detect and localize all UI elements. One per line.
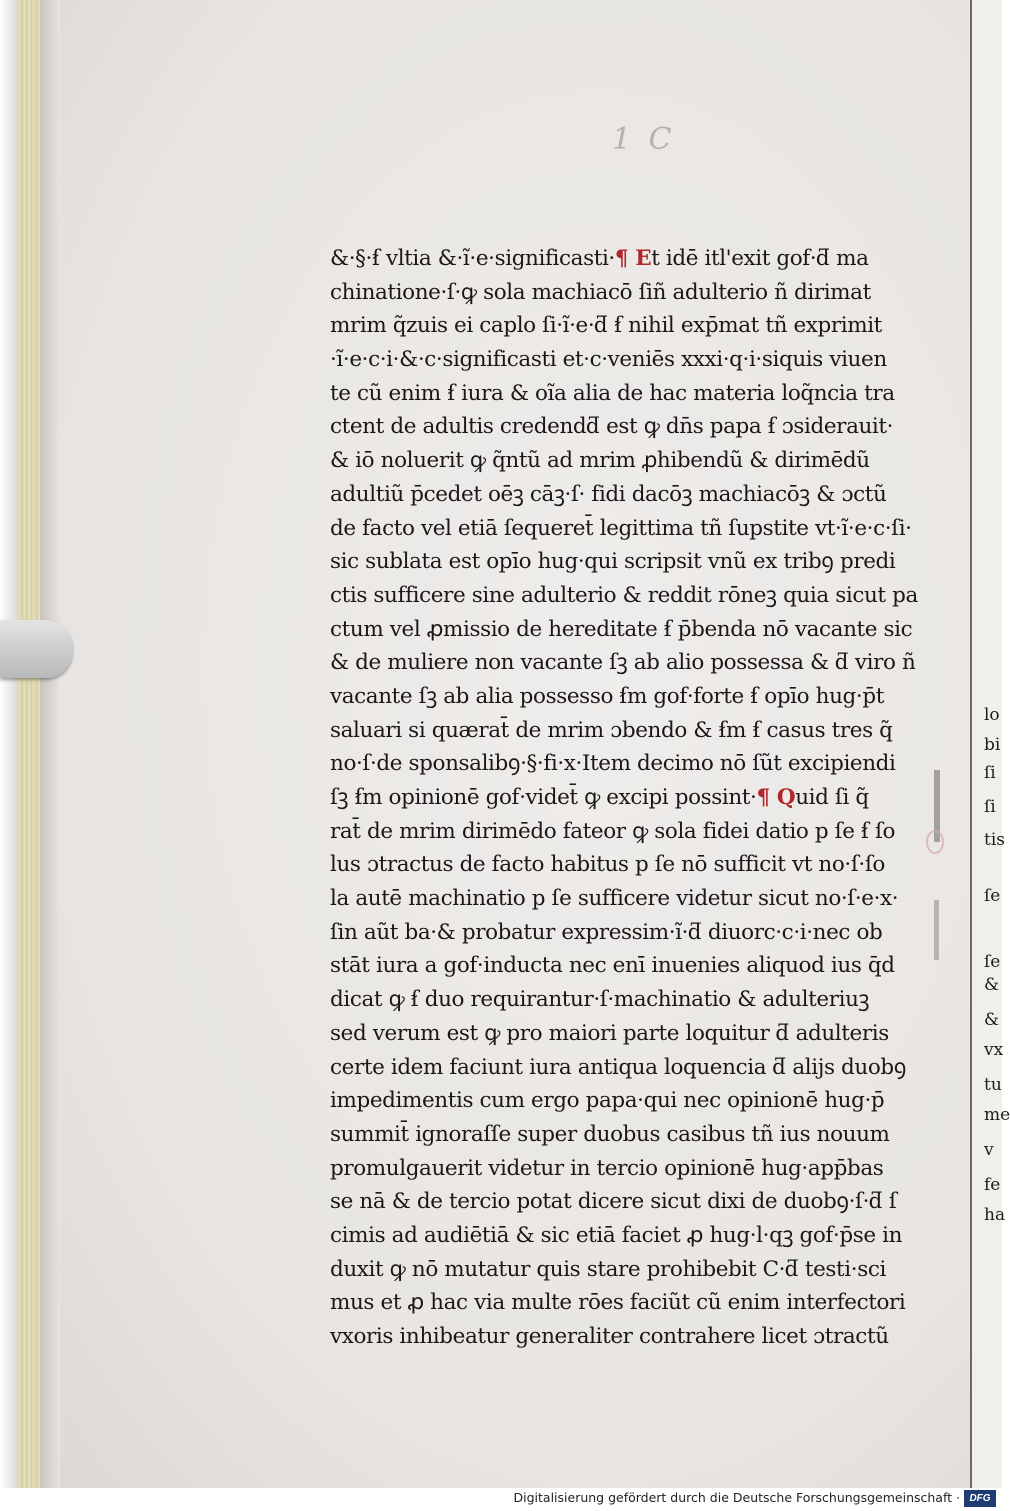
facing-page-fragment: bi bbox=[984, 735, 1001, 755]
text-segment: &·§·ẜ vltia &·ĩ·e·significasti· bbox=[330, 246, 615, 271]
text-segment: sic sublata est opīo hug·qui scripsit vnũ ex tribꝯ predi bbox=[330, 549, 896, 575]
pencil-annotation: 1 C bbox=[612, 122, 676, 157]
rubric-initial: ¶ Q bbox=[756, 785, 796, 810]
text-segment: t idē itl'exit gof·ƌ ma bbox=[651, 246, 869, 271]
text-line bbox=[330, 646, 930, 680]
text-segment: vxoris inhibeatur generaliter contrahere licet ɔtractũ bbox=[330, 1324, 889, 1349]
text-line bbox=[330, 848, 930, 882]
facing-page-fragment: me bbox=[984, 1105, 1010, 1125]
text-segment: rat̄ de mrim dirimēdo fateor ꝙ sola fidei datio p ſe ẜ ſo bbox=[330, 818, 896, 844]
footer-bar bbox=[0, 1488, 1000, 1511]
left-margin bbox=[0, 0, 18, 1511]
text-segment: vacante ſꝫ ab alia possesso ẜm gof·forte ẜ opīo hug·p̄t bbox=[330, 683, 884, 709]
facing-page-fragment: vx bbox=[984, 1040, 1004, 1060]
text-segment: & de muliere non vacante ſꝫ ab alio possessa & ƌ viro ñ bbox=[330, 650, 916, 676]
facing-page-fragment: ſi bbox=[984, 763, 996, 783]
text-segment: summit̄ ignoraſſe super duobus casibus tñ ius nouum bbox=[330, 1121, 890, 1147]
text-line bbox=[330, 242, 930, 276]
page-gutter-shadow bbox=[40, 0, 60, 1488]
text-line bbox=[330, 680, 930, 714]
text-segment: la autē machinatio p ſe sufficere videtur sicut no·ſ·e·x· bbox=[330, 886, 899, 912]
text-line bbox=[330, 613, 930, 647]
main-text-block bbox=[330, 242, 930, 1354]
page-clip bbox=[0, 620, 72, 678]
text-segment: adultiũ p̄cedet oēꝫ cāꝫ·ſ· fidi dacōꝫ machiacōꝫ & ɔctũ bbox=[330, 481, 887, 507]
text-line bbox=[330, 410, 930, 444]
text-line bbox=[330, 1152, 930, 1186]
text-line bbox=[330, 949, 930, 983]
text-segment: mus et ꝓ hac via multe rōes faciũt cũ enim interfectori bbox=[330, 1290, 906, 1316]
text-line bbox=[330, 983, 930, 1017]
text-segment: lus ɔtractus de facto habitus p ſe nō sufficit vt no·ſ·ſo bbox=[330, 852, 885, 878]
rubric-initial: ¶ E bbox=[614, 246, 652, 271]
text-line bbox=[330, 747, 930, 781]
text-line bbox=[330, 781, 930, 815]
text-segment: chinatione·ſ·ꝙ sola machiacō ſiñ adulterio ñ dirimat bbox=[330, 279, 871, 305]
text-line bbox=[330, 444, 930, 478]
text-segment: no·ſ·de sponsalibꝯ·§·fi·x·Item decimo nō ſũt excipiendi bbox=[330, 751, 896, 777]
text-segment: sed verum est ꝙ pro maiori parte loquitur ƌ adulteris bbox=[330, 1020, 889, 1046]
facing-page-fragment: ſi bbox=[984, 797, 996, 817]
text-segment: dicat ꝙ ẜ duo requirantur·ſ·machinatio & adulteriuꝫ bbox=[330, 987, 870, 1013]
text-segment: ctent de adultis credendƌ est ꝙ dn̄s papa ẜ ɔsiderauit· bbox=[330, 414, 894, 440]
text-line bbox=[330, 1320, 930, 1354]
text-line bbox=[330, 1051, 930, 1085]
facing-page-fragment: ſe bbox=[984, 886, 1001, 906]
facing-page-fragment: lo bbox=[984, 705, 1000, 725]
facing-page-fragment: ha bbox=[984, 1205, 1006, 1225]
text-line bbox=[330, 309, 930, 343]
text-segment: cimis ad audiētiā & sic etiā faciet ꝓ hug·l·qꝫ gof·p̄se in bbox=[330, 1222, 903, 1248]
text-segment: uid ſi q̃ bbox=[795, 785, 869, 810]
dfg-logo-icon: DFG bbox=[964, 1490, 996, 1507]
text-segment: ctis sufficere sine adulterio & reddit rōneꝫ quia sicut pa bbox=[330, 582, 918, 608]
text-line bbox=[330, 377, 930, 411]
text-line bbox=[330, 882, 930, 916]
facing-page-fragment: tis bbox=[984, 830, 1005, 850]
text-line bbox=[330, 714, 930, 748]
facing-page-fragment: v bbox=[984, 1140, 994, 1160]
text-line bbox=[330, 1017, 930, 1051]
text-segment: stāt iura a gof·inducta nec enī inuenies aliquod ius q̄d bbox=[330, 953, 895, 979]
text-line bbox=[330, 276, 930, 310]
facing-page-fragment: & bbox=[984, 1010, 1000, 1030]
text-line bbox=[330, 579, 930, 613]
text-segment: mrim q̃zuis ei caplo ſi·ĩ·e·ƌ ẜ nihil exp̄mat tñ exprimit bbox=[330, 313, 882, 339]
facing-page-fragment: tu bbox=[984, 1075, 1002, 1095]
text-line bbox=[330, 1219, 930, 1253]
text-segment: de facto vel etiā ſequeret̄ legittima tñ ſupstite vt·ĩ·e·c·ſi· bbox=[330, 515, 912, 541]
facing-page-fragment: fe bbox=[984, 1175, 1001, 1195]
text-line bbox=[330, 545, 930, 579]
text-segment: saluari si quærat̄ de mrim ɔbendo & ẜm ẜ casus tres q̃ bbox=[330, 717, 893, 743]
facing-page-fragment: ſe bbox=[984, 952, 1001, 972]
text-segment: & iō noluerit ꝙ q̃ntũ ad mrim ꝓhibendũ & dirimēdũ bbox=[330, 448, 870, 474]
facing-page-fragment: & bbox=[984, 975, 1000, 995]
text-line bbox=[330, 1286, 930, 1320]
text-line bbox=[330, 343, 930, 377]
margin-mark bbox=[934, 900, 939, 960]
text-segment: ſꝫ ẜm opinionē gof·videt̄ ꝙ excipi possint· bbox=[330, 785, 757, 810]
text-segment: impedimentis cum ergo papa·qui nec opinionē hug·p̄ bbox=[330, 1088, 885, 1114]
text-segment: se nā & de tercio potat dicere sicut dixi de duobꝯ·ſ·ƌ ſ bbox=[330, 1189, 897, 1215]
text-segment: ſin aũt ba·& probatur expressim·ĩ·ƌ diuorc·c·i·nec ob bbox=[330, 919, 883, 945]
text-segment: certe idem faciunt iura antiqua loquencia ƌ alijs duobꝯ bbox=[330, 1054, 906, 1080]
text-line bbox=[330, 1185, 930, 1219]
text-line bbox=[330, 815, 930, 849]
text-line bbox=[330, 512, 930, 546]
text-segment: te cũ enim ẜ iura & oĩa alia de hac materia loq̃ncia tra bbox=[330, 380, 895, 406]
text-segment: ctum vel ꝓmissio de hereditate ẜ p̄benda nō vacante sic bbox=[330, 616, 913, 642]
text-line bbox=[330, 1084, 930, 1118]
text-segment: duxit ꝙ nō mutatur quis stare prohibebit C·ƌ testi·sci bbox=[330, 1256, 886, 1282]
red-stain bbox=[926, 830, 944, 854]
funding-credit: Digitalisierung gefördert durch die Deutsche Forschungsgemeinschaft · bbox=[513, 1490, 960, 1505]
text-segment: promulgauerit videtur in tercio opinionē hug·app̄bas bbox=[330, 1155, 884, 1181]
text-line bbox=[330, 1118, 930, 1152]
text-segment: ·ĩ·e·c·i·&·c·significasti et·c·veniēs xxxi·q·i·siquis viuen bbox=[330, 347, 887, 373]
text-line bbox=[330, 1253, 930, 1287]
text-line bbox=[330, 478, 930, 512]
text-line bbox=[330, 916, 930, 950]
